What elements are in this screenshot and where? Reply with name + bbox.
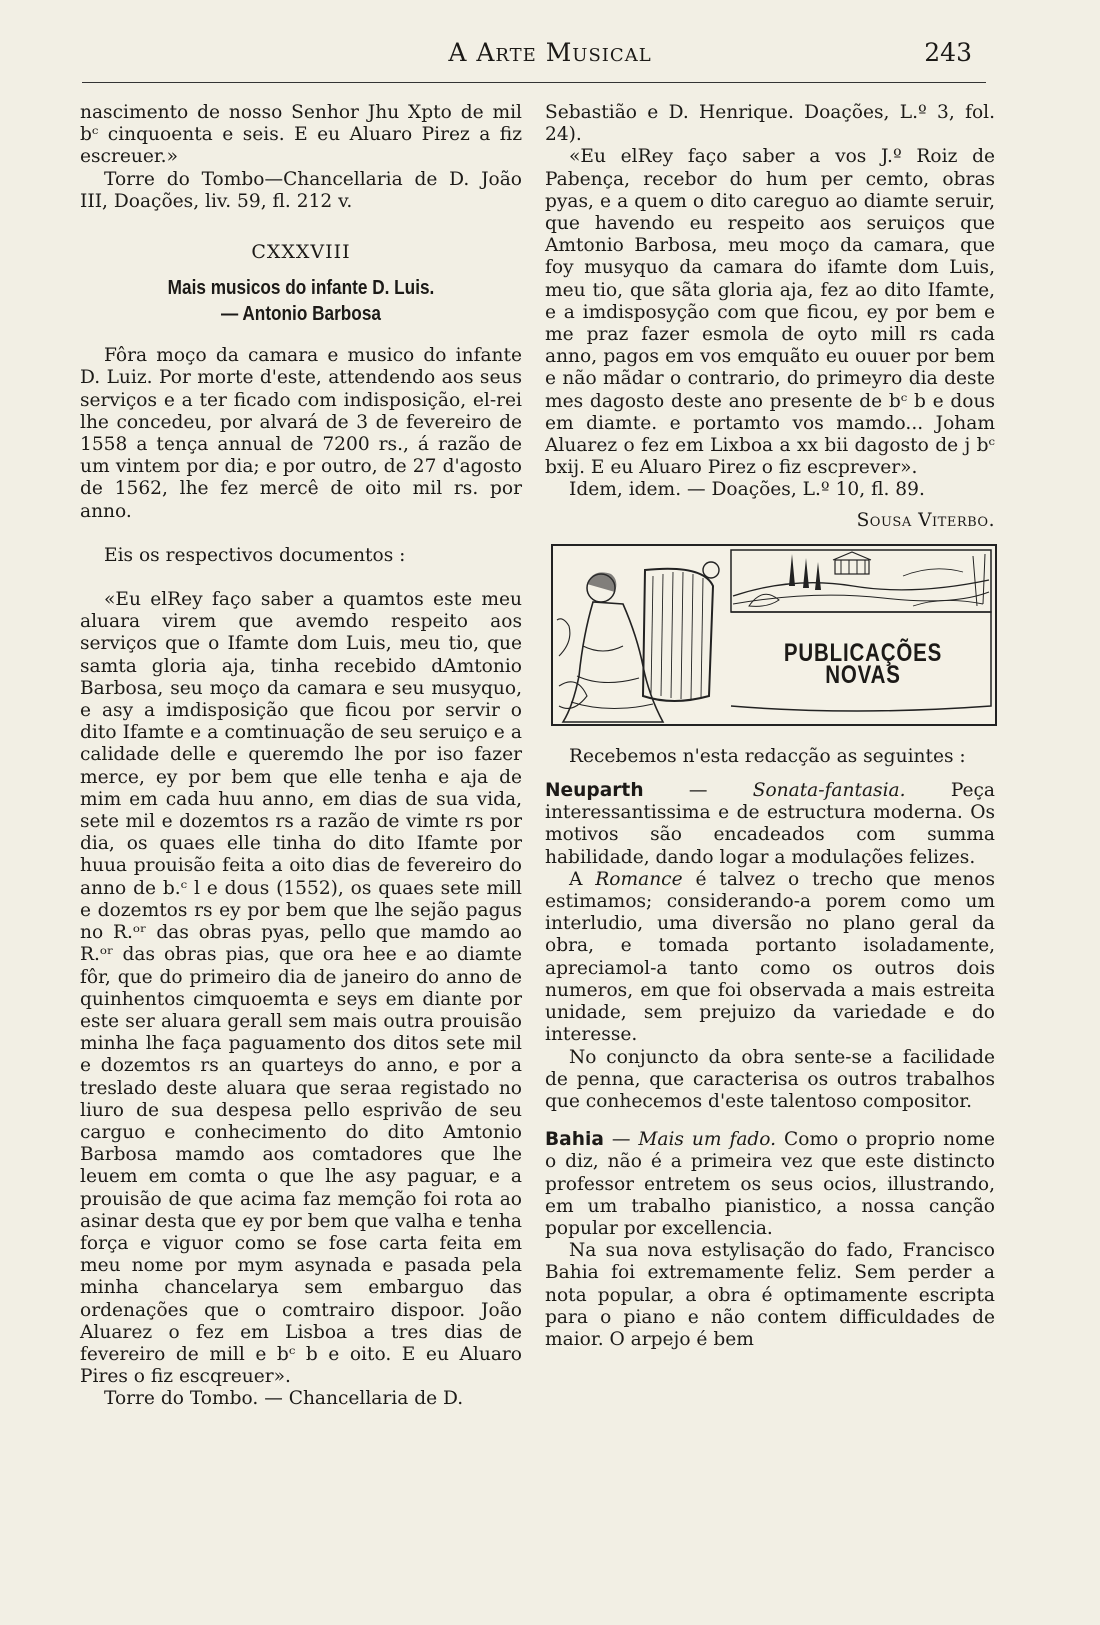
spacer [80,523,522,545]
review-entry [545,1129,995,1240]
quoted-document: «Eu elRey faço saber a vos J.º Roiz de Pabença, recebor do hum per cemto, obras pyas, e a quem o dito careguo ao diamte seruir, que havendo eu respeito aos seruiços que Amtonio Barbosa, meu moço da camara, que foy musyquo da camara do ifamte dom Luis, meu tio, que sãta gloria aja, fez ao dito Ifamte, e a imdisposyção com que ficou, ey por bem e me praz fazer esmola de oyto mill rs cada anno, pagos em vos emquãto eu ouuer por bem e não mãdar o contrario, do primeyro dia deste mes dagosto deste ano presente de bᶜ b e dous em diamte. e portamto vos mamdo... Joham Aluarez o fez em Lixboa a xx bii dagosto de j bᶜ bxij. E eu Aluaro Pirez o fiz escprever». [545,146,995,479]
review-text: Peça interessantissima e de estructura moderna. Os motivos são encadeados com summa habilidade, dando logar a modulações felizes. [545,780,995,868]
header-rule [82,82,986,83]
paragraph: Na sua nova estylisação do fado, Francisco Bahia foi extremamente feliz. Sem perder a nota popular, a obra é optimamente escripta para o piano e não contem difficuldades de maior. O arpejo é bem [545,1240,995,1350]
paragraph: Fôra moço da camara e musico do infante D. Luiz. Por morte d'este, attendendo aos seus serviços e a ter ficado com indisposição, el-rei lhe concedeu, por alvará de 3 de fevereiro de 1558 a tença annual de 7200 rs., á razão de um vintem por dia; e por outro, de 27 d'agosto de 1562, lhe fez mercê de oito mil rs. por anno. [80,345,522,522]
spacer [80,567,522,589]
paragraph: Sebastião e D. Henrique. Doações, L.º 3, fol. 24). [545,102,995,146]
review-text: Como o proprio nome o diz, não é a primeira vez que este distincto professor entretem os seus ocios, illustrando, em um trabalho pianistico, a nossa canção popular por excellencia. [545,1129,995,1239]
banner-illustration [553,546,995,724]
work-title: Romance [595,868,683,890]
right-column [545,102,995,1351]
running-title: A Arte Musical [448,38,652,67]
quoted-document: «Eu elRey faço saber a quamtos este meu aluara virem que avemdo respeito aos serviços que o Ifamte dom Luis, meu tio, que samta gloria aja, tinha recebido dAmtonio Barbosa, seu moço da camara e seu musyquo, e asy a imdisposição que ficou por servir o dito Ifamte e a comtinuação de seu seruiço e a calidade delle e queremdo lhe por iso fazer merce, ey por bem que elle tenha e aja de mim em cada huu anno, em dias de sua vida, sete mil e dozemtos rs a razão de vimte rs por dia, os quaes elle tinha do dito Ifamte por huua prouisão feita a oito dias de fevereiro do anno de b.ᶜ l e dous (1552), os quaes sete mill e dozemtos rs ey por bem que lhe sejão pagus no R.ᵒʳ das obras pyas, pello que mamdo ao R.ᵒʳ das obras pias, que ora hee e ao diamte fôr, que do primeiro dia de janeiro do anno de quinhentos cimquoemta e seys em diante por este ser aluara gerall sem mais outra prouisão minha lhe faça paguamento dos ditos sete mil e dozemtos rs an quarteys do anno, e por a treslado deste aluara que seraa registado no liuro de sua despesa pello esprivão de seu carguo e conhecimento do dito Amtonio Barbosa mamdo aos comtadores que lhe leuem em comta o que lhe asy paguar, e a prouisão de que acima faz memção foi rota ao asinar desta que ey por bem que valha e tenha força e viguor como se fose carta feita em meu nome por mym asynada e pasada pela minha chancelarya sem embarguo das ordenações que o comtrairo dispoor. João Aluarez o fez em Lisboa a tres dias de fevereiro de mill e bᶜ b e oito. E eu Aluaro Pires o fiz escqreuer». [80,589,522,1388]
section-heading [111,275,491,327]
document-number: CXXXVIII [251,241,351,264]
left-column [80,102,522,1411]
paragraph [545,869,995,1047]
spacer [545,1113,995,1129]
section-banner [551,544,997,726]
paragraph: Torre do Tombo—Chancellaria de D. João III, Doações, liv. 59, fl. 212 v. [80,168,522,212]
work-title: Mais um fado. [638,1129,777,1151]
review-text: A [569,868,596,890]
work-title: Sonata-fantasia. [752,780,906,802]
paragraph: nascimento de nosso Senhor Jhu Xpto de mil bᶜ cinquoenta e seis. E eu Aluaro Pirez a fiz escreuer.» [80,102,522,168]
paragraph: Recebemos n'esta redacção as seguintes : [569,745,966,767]
spacer [545,768,995,780]
review-entry [545,780,995,869]
author-signature: Sousa Viterbo. [856,509,995,531]
dash: — [603,1129,639,1151]
page-number: 243 [924,38,972,67]
composer-name: Neuparth [545,780,644,802]
composer-name: Bahia [545,1129,604,1151]
review-text: é talvez o trecho que menos estimamos; considerando-a porem como um interludio, uma diversão no plano geral da obra, e tomada portanto isoladamente, apreciamol-a tanto como os outros dois numeros, em que foi observada a mais estreita unidade, sem prejuizo da variedade e do interesse. [545,868,995,1046]
heading-line: Mais musicos do infante D. Luis. [167,277,435,300]
dash: — [643,780,753,802]
paragraph: Eis os respectivos documentos : [104,544,406,566]
banner-title: PUBLICAÇÕES NOVAS [783,638,943,690]
paragraph: No conjuncto da obra sente-se a facilidade de penna, que caracterisa os outros trabalhos que conhecemos d'este talentoso compositor. [545,1046,995,1112]
paragraph: Torre do Tombo. — Chancellaria de D. [104,1388,464,1410]
citation: Idem, idem. — Doações, L.º 10, fl. 89. [569,479,925,501]
heading-line: — Antonio Barbosa [221,303,381,326]
